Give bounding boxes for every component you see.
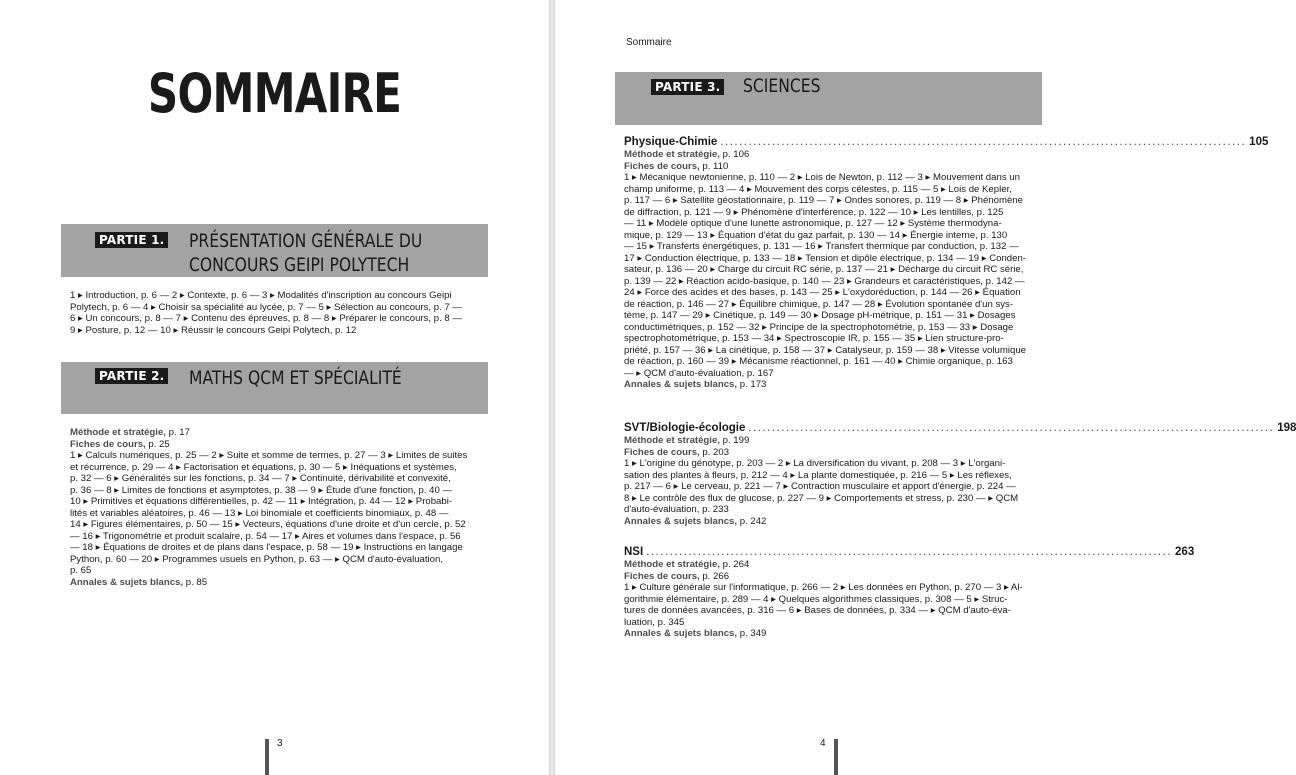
list-line: spectrophotométrique, p. 153 — 34 ▸ Spectroscopie IR, p. 155 — 35 ▸ Lien structure-pro- bbox=[624, 333, 1004, 344]
page-number-bar bbox=[265, 739, 269, 775]
physique-page: 105 bbox=[1249, 136, 1269, 148]
list-line: p. 36 — 8 ▸ Limites de fonctions et asymptotes, p. 38 — 9 ▸ Étude d'une fonction, p. 40 — bbox=[70, 484, 453, 496]
list-line: 10 ▸ Primitives et équations différentielles, p. 42 — 11 ▸ Intégration, p. 44 — 12 ▸ Probabi- bbox=[70, 496, 453, 507]
list-line: priété, p. 157 — 36 ▸ La cinétique, p. 158 — 37 ▸ Catalyseur, p. 159 — 38 ▸ Vitesse volumique bbox=[624, 344, 1026, 356]
annales-label: Annales & sujets blancs, bbox=[624, 379, 738, 390]
nsi-section bbox=[624, 545, 1195, 640]
nsi-page: 263 bbox=[1175, 546, 1195, 558]
list-line: 17 ▸ Conduction électrique, p. 133 — 18 ▸ Tension et dipôle électrique, p. 134 — 19 ▸ Conden- bbox=[624, 252, 1027, 264]
annales-label: Annales & sujets blancs, bbox=[624, 515, 738, 527]
list-line: — 16 ▸ Trigonométrie et produit scalaire, p. 54 — 17 ▸ Aires et volumes dans l'espace, p. 56 bbox=[70, 530, 461, 542]
fiches-page: p. 266 bbox=[699, 570, 730, 582]
list-line: sateur, p. 136 — 20 ▸ Charge du circuit RC série, p. 137 — 21 ▸ Décharge du circuit RC série, bbox=[624, 264, 1024, 275]
list-line: lités et variables aléatoires, p. 46 — 13 ▸ Loi binomiale et coefficients binomiaux, p. 48 — bbox=[70, 507, 449, 519]
list-line: conductimétriques, p. 152 — 32 ▸ Principe de la spectrophotométrie, p. 153 — 33 ▸ Dosage bbox=[624, 321, 1014, 333]
page-title: SOMMAIRE bbox=[147, 62, 402, 125]
list-line: gorithmie élémentaire, p. 289 — 4 ▸ Quelques algorithmes classiques, p. 308 — 5 ▸ Struc- bbox=[624, 593, 1008, 605]
list-line: mique, p. 129 — 13 ▸ Équation d'état du gaz parfait, p. 130 — 14 ▸ Énergie interne, p. 130 bbox=[624, 229, 1008, 241]
annales-page: p. 242 bbox=[737, 515, 767, 527]
fiches-label: Fiches de cours, bbox=[624, 160, 700, 172]
annales-label: Annales & sujets blancs, bbox=[70, 576, 184, 588]
fiches-page: p. 110 bbox=[699, 160, 729, 172]
part1-title bbox=[189, 229, 422, 277]
physique-heading bbox=[624, 135, 1269, 149]
left-page bbox=[0, 0, 549, 775]
list-line: de diffraction, p. 121 — 9 ▸ Phénomène d'interférence, p. 122 — 10 ▸ Les lentilles, p. 125 bbox=[624, 206, 1004, 218]
annales-page: p. 85 bbox=[183, 576, 208, 588]
methode-page: p. 199 bbox=[719, 435, 750, 446]
methode-page: p. 17 bbox=[165, 427, 190, 438]
part1-contents bbox=[70, 290, 480, 336]
list-line: p. 139 — 22 ▸ Réaction acido-basique, p. 140 — 23 ▸ Grandeurs et caractéristiques, p. 142 — bbox=[624, 275, 1025, 287]
methode-label: Méthode et stratégie, bbox=[624, 435, 720, 446]
annales-page: p. 349 bbox=[737, 628, 767, 639]
list-line: p. 65 bbox=[70, 565, 92, 576]
fiches-page: p. 25 bbox=[145, 438, 170, 450]
list-line: 6 ▸ Un concours, p. 8 — 7 ▸ Contenu des épreuves, p. 8 — 8 ▸ Préparer le concours, p. 8 — bbox=[70, 313, 462, 324]
annales-page: p. 173 bbox=[737, 379, 767, 390]
list-line: Python, p. 60 — 20 ▸ Programmes usuels en Python, p. 63 — ▸ QCM d'auto-évaluation, bbox=[70, 553, 444, 565]
svt-contents bbox=[624, 435, 1034, 527]
list-line: p. 217 — 6 ▸ Le cerveau, p. 221 — 7 ▸ Contraction musculaire et apport d'énergie, p. 224 — bbox=[624, 481, 1016, 492]
part1-title-line1: PRÉSENTATION GÉNÉRALE DU bbox=[189, 230, 423, 252]
list-line: — ▸ QCM d'auto-évaluation, p. 167 bbox=[624, 367, 774, 379]
part1-badge: PARTIE 1. bbox=[95, 232, 168, 248]
fiches-label: Fiches de cours, bbox=[70, 438, 146, 450]
list-line: 24 ▸ Force des acides et des bases, p. 143 — 25 ▸ L'oxydoréduction, p. 144 — 26 ▸ Équation bbox=[624, 287, 1021, 298]
list-line: 1 ▸ Introduction, p. 6 — 2 ▸ Contexte, p. 6 — 3 ▸ Modalités d'inscription au concours Geipi bbox=[70, 290, 452, 301]
methode-label: Méthode et stratégie, bbox=[624, 559, 720, 570]
list-line: champ uniforme, p. 113 — 4 ▸ Mouvement des corps célestes, p. 115 — 5 ▸ Lois de Kepler, bbox=[624, 183, 1012, 195]
list-line: 9 ▸ Posture, p. 12 — 10 ▸ Réussir le concours Geipi Polytech, p. 12 bbox=[70, 324, 357, 336]
methode-page: p. 106 bbox=[719, 149, 750, 160]
fiches-label: Fiches de cours, bbox=[624, 446, 700, 458]
nsi-contents bbox=[624, 559, 1034, 640]
part2-contents bbox=[70, 427, 480, 588]
part3-badge: PARTIE 3. bbox=[651, 79, 724, 95]
list-line: sation des plantes à fleurs, p. 212 — 4 ▸ La plante domestiquée, p. 216 — 5 ▸ Les réflexes, bbox=[624, 469, 1012, 481]
list-line: d'auto-évaluation, p. 233 bbox=[624, 504, 729, 515]
fiches-label: Fiches de cours, bbox=[624, 570, 700, 582]
part3-title: SCIENCES bbox=[743, 75, 821, 97]
list-line: 14 ▸ Figures élémentaires, p. 50 — 15 ▸ Vecteurs, équations d'une droite et d'un cercle, p. 52 bbox=[70, 519, 466, 530]
physique-name: Physique-Chimie bbox=[624, 136, 718, 148]
list-line: 1 ▸ Calculs numériques, p. 25 — 2 ▸ Suite et somme de termes, p. 27 — 3 ▸ Limites de suites bbox=[70, 450, 468, 461]
svt-heading bbox=[624, 421, 1296, 435]
methode-page: p. 264 bbox=[719, 559, 750, 570]
list-line: et récurrence, p. 29 — 4 ▸ Factorisation et équations, p. 30 — 5 ▸ Inéquations et systèmes, bbox=[70, 461, 457, 473]
list-line: luation, p. 345 bbox=[624, 616, 685, 628]
list-line: — 11 ▸ Modèle optique d'une lunette astronomique, p. 127 — 12 ▸ Système thermodyna- bbox=[624, 218, 1002, 229]
part2-badge: PARTIE 2. bbox=[95, 368, 168, 384]
part1-title-line2: CONCOURS GEIPI POLYTECH bbox=[189, 254, 410, 276]
physique-contents bbox=[624, 149, 1034, 391]
list-line: de réaction, p. 160 — 39 ▸ Mécanisme réactionnel, p. 161 — 40 ▸ Chimie organique, p. 163 bbox=[624, 356, 1013, 367]
leader-dots: ................................................................................................................ bbox=[720, 136, 1247, 148]
svt-page: 198 bbox=[1277, 422, 1296, 434]
list-line: — 15 ▸ Transferts énergétiques, p. 131 — 16 ▸ Transfert thermique par conduction, p. 132 — bbox=[624, 241, 1019, 252]
list-line: de réaction, p. 146 — 27 ▸ Équilibre chimique, p. 147 — 28 ▸ Évolution spontanée d'un sys- bbox=[624, 298, 1014, 310]
list-line: 1 ▸ Mécanique newtonienne, p. 110 — 2 ▸ Lois de Newton, p. 112 — 3 ▸ Mouvement dans un bbox=[624, 172, 1020, 183]
list-line: 1 ▸ L'origine du génotype, p. 203 — 2 ▸ La diversification du vivant, p. 208 — 3 ▸ L'organi- bbox=[624, 458, 1006, 469]
svt-name: SVT/Biologie-écologie bbox=[624, 422, 746, 434]
leader-dots: ................................................................................................................ bbox=[748, 422, 1275, 434]
list-line: tème, p. 147 — 29 ▸ Cinétique, p. 149 — 30 ▸ Dosage pH-métrique, p. 151 — 31 ▸ Dosages bbox=[624, 310, 1016, 321]
leader-dots: ................................................................................................................ bbox=[646, 546, 1173, 558]
right-page bbox=[555, 0, 1296, 775]
svt-section bbox=[624, 421, 1296, 527]
methode-label: Méthode et stratégie, bbox=[624, 149, 720, 160]
methode-label: Méthode et stratégie, bbox=[70, 427, 166, 438]
list-line: tures de données avancées, p. 316 — 6 ▸ Bases de données, p. 334 — ▸ QCM d'auto-éva- bbox=[624, 605, 1011, 616]
page-number-bar bbox=[834, 739, 838, 775]
nsi-heading bbox=[624, 545, 1195, 559]
annales-label: Annales & sujets blancs, bbox=[624, 628, 738, 639]
part2-title: MATHS QCM ET SPÉCIALITÉ bbox=[189, 367, 402, 389]
list-line: 8 ▸ Le contrôle des flux de glucose, p. 227 — 9 ▸ Comportements et stress, p. 230 — ▸ QCM bbox=[624, 492, 1019, 504]
list-line: Polytech, p. 6 — 4 ▸ Choisir sa spécialité au lycée, p. 7 — 5 ▸ Sélection au concours, p. 7 — bbox=[70, 301, 462, 313]
list-line: p. 32 — 6 ▸ Généralités sur les fonctions, p. 34 — 7 ▸ Continuité, dérivabilité et convexité, bbox=[70, 473, 451, 484]
list-line: — 18 ▸ Équations de droites et de plans dans l'espace, p. 58 — 19 ▸ Instructions en langage bbox=[70, 542, 463, 553]
page-number: 4 bbox=[820, 738, 826, 749]
physique-section bbox=[624, 135, 1269, 391]
nsi-name: NSI bbox=[624, 546, 644, 558]
running-header: Sommaire bbox=[626, 37, 672, 48]
list-line: p. 117 — 6 ▸ Satellite géostationnaire, p. 119 — 7 ▸ Ondes sonores, p. 119 — 8 ▸ Phénomène bbox=[624, 195, 1023, 206]
fiches-page: p. 203 bbox=[699, 446, 730, 458]
page-number: 3 bbox=[277, 738, 283, 749]
list-line: 1 ▸ Culture générale sur l'informatique, p. 266 — 2 ▸ Les données en Python, p. 270 — 3 ▸ Al- bbox=[624, 582, 1023, 593]
